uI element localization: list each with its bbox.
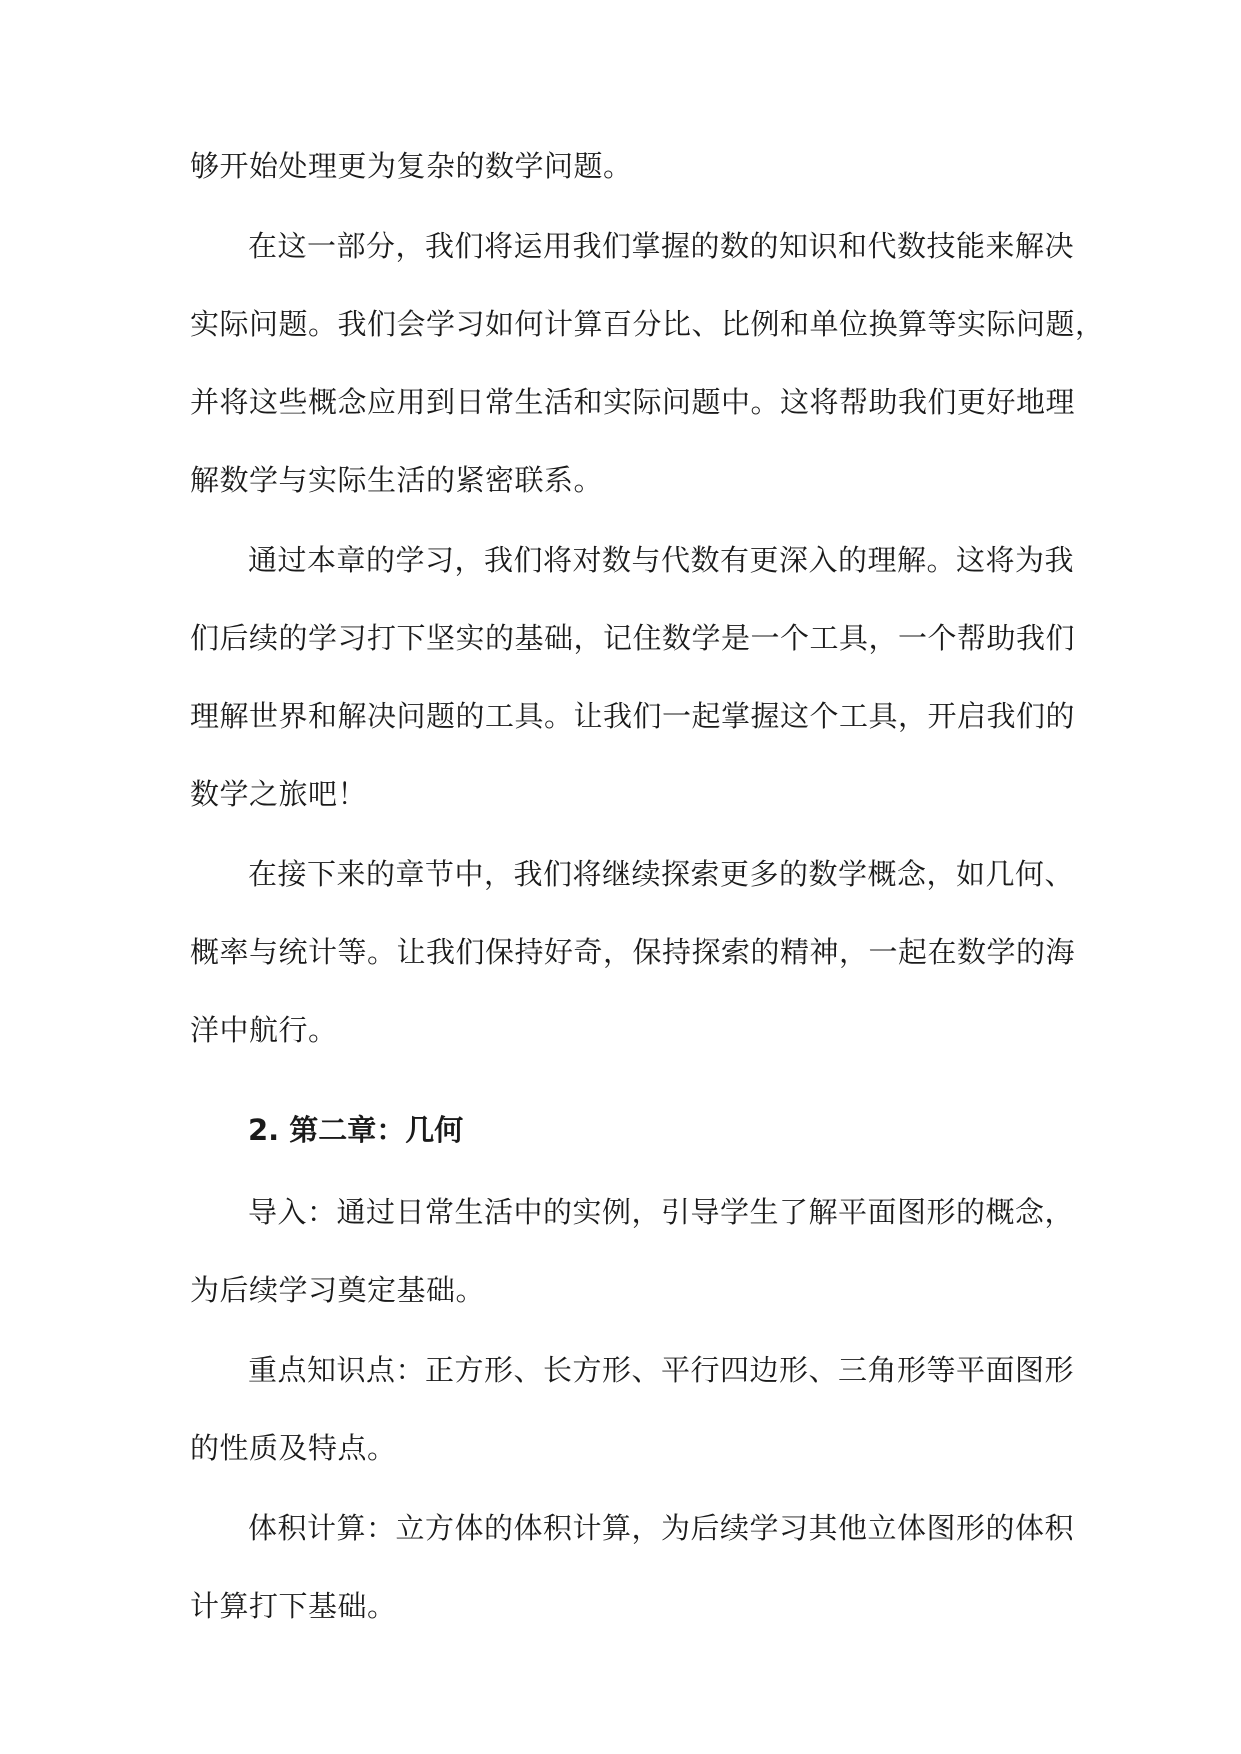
paragraph-line: 洋中航行。 xyxy=(190,1013,338,1047)
paragraph-line: 解数学与实际生活的紧密联系。 xyxy=(190,463,604,497)
paragraph-line: 通过本章的学习，我们将对数与代数有更深入的理解。这将为我 xyxy=(248,543,1075,577)
paragraph-line: 在接下来的章节中，我们将继续探索更多的数学概念，如几何、 xyxy=(248,857,1075,891)
paragraph-line: 数学之旅吧！ xyxy=(190,777,368,811)
paragraph-line: 在这一部分，我们将运用我们掌握的数的知识和代数技能来解决 xyxy=(248,229,1075,263)
paragraph-line: 实际问题。我们会学习如何计算百分比、比例和单位换算等实际问题， xyxy=(190,307,1105,341)
paragraph-line: 们后续的学习打下坚实的基础，记住数学是一个工具，一个帮助我们 xyxy=(190,621,1076,655)
paragraph-line: 重点知识点：正方形、长方形、平行四边形、三角形等平面图形 xyxy=(248,1353,1075,1387)
paragraph-line: 体积计算：立方体的体积计算，为后续学习其他立体图形的体积 xyxy=(248,1511,1075,1545)
paragraph-line: 导入：通过日常生活中的实例，引导学生了解平面图形的概念， xyxy=(248,1195,1075,1229)
paragraph-line: 并将这些概念应用到日常生活和实际问题中。这将帮助我们更好地理 xyxy=(190,385,1076,419)
paragraph-line: 理解世界和解决问题的工具。让我们一起掌握这个工具，开启我们的 xyxy=(190,699,1076,733)
paragraph-line: 为后续学习奠定基础。 xyxy=(190,1273,486,1307)
paragraph-line: 的性质及特点。 xyxy=(190,1431,397,1465)
paragraph-line: 概率与统计等。让我们保持好奇，保持探索的精神，一起在数学的海 xyxy=(190,935,1076,969)
paragraph-line: 够开始处理更为复杂的数学问题。 xyxy=(190,149,633,183)
section-heading: 2. 第二章：几何 xyxy=(248,1113,464,1147)
paragraph-line: 计算打下基础。 xyxy=(190,1589,397,1623)
